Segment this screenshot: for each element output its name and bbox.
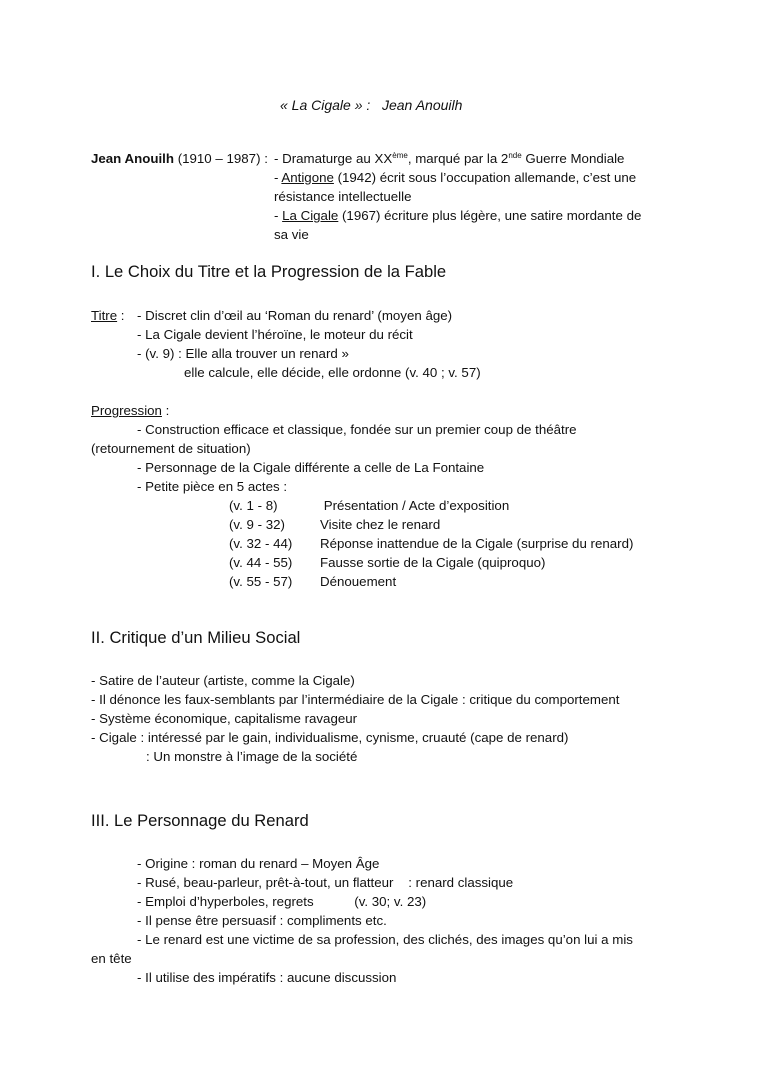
list-item: - Satire de l’auteur (artiste, comme la Cigale) (91, 673, 355, 688)
act-desc: Dénouement (320, 574, 397, 589)
intro-text: (1967) écriture plus légère, une satire mordante de (338, 208, 642, 223)
superscript: ème (392, 151, 408, 160)
label-separator: : (117, 308, 125, 323)
intro-cigale (274, 207, 641, 225)
section-2-heading: II. Critique d’un Milieu Social (91, 628, 301, 647)
list-item: - Origine : roman du renard – Moyen Âge (137, 856, 380, 871)
list-item: - Discret clin d’œil au ‘Roman du renard’ (moyen âge) (137, 308, 453, 323)
intro-text: - (274, 208, 283, 223)
list-item: - Personnage de la Cigale différente a celle de La Fontaine (137, 460, 485, 475)
list-item: - (v. 9) : Elle alla trouver un renard » (137, 346, 349, 361)
list-item: - Il dénonce les faux-semblants par l’intermédiaire de la Cigale : critique du comportement (91, 692, 620, 707)
list-item: - Rusé, beau-parleur, prêt-à-tout, un flatteur : renard classique (137, 875, 514, 890)
label-separator: : (161, 403, 170, 418)
act-range: (v. 55 - 57) (229, 574, 293, 589)
intro-text: , marqué par la 2 (407, 151, 509, 166)
list-item: - Cigale : intéressé par le gain, individualisme, cynisme, cruauté (cape de renard) (91, 730, 569, 745)
act-range: (v. 32 - 44) (229, 536, 293, 551)
act-desc: Visite chez le renard (320, 517, 441, 532)
list-item: - Système économique, capitalisme ravageur (91, 711, 358, 726)
section-3-heading: III. Le Personnage du Renard (91, 811, 309, 830)
author-name: Jean Anouilh (91, 151, 174, 166)
act-range: (v. 44 - 55) (229, 555, 293, 570)
document-title (280, 96, 462, 114)
list-item: - La Cigale devient l’héroïne, le moteur du récit (137, 327, 413, 342)
author-dates: (1910 – 1987) : (174, 151, 268, 166)
title-author: Jean Anouilh (381, 97, 463, 113)
act-desc: Réponse inattendue de la Cigale (surprise du renard) (320, 536, 634, 551)
list-item: - Emploi d’hyperboles, regrets (v. 30; v. 23) (137, 894, 427, 909)
intro-text: (1942) écrit sous l’occupation allemande, c’est une (333, 170, 637, 185)
act-desc: Fausse sortie de la Cigale (quiproquo) (320, 555, 546, 570)
titre-label: Titre (91, 308, 118, 323)
list-item: : Un monstre à l’image de la société (146, 749, 358, 764)
intro-line-1 (91, 150, 268, 168)
intro-antigone (274, 169, 636, 187)
intro-dramaturge (274, 150, 624, 168)
intro-cigale-cont: sa vie (274, 227, 309, 242)
act-range: (v. 1 - 8) (229, 498, 278, 513)
list-item: elle calcule, elle décide, elle ordonne (v. 40 ; v. 57) (184, 365, 481, 380)
section-1-heading: I. Le Choix du Titre et la Progression de la Fable (91, 262, 447, 281)
superscript: nde (508, 151, 522, 160)
cigale-title: La Cigale (282, 208, 339, 223)
list-item: - Il utilise des impératifs : aucune discussion (137, 970, 397, 985)
titre-label-line (91, 307, 125, 325)
title-play: « La Cigale » : (280, 97, 371, 113)
list-item: - Construction efficace et classique, fondée sur un premier coup de théâtre (137, 422, 577, 437)
act-desc: Présentation / Acte d’exposition (320, 498, 510, 513)
list-item: - Il pense être persuasif : compliments etc. (137, 913, 387, 928)
intro-text: - Dramaturge au XX (274, 151, 393, 166)
act-range: (v. 9 - 32) (229, 517, 285, 532)
antigone-title: Antigone (281, 170, 334, 185)
intro-text: Guerre Mondiale (521, 151, 625, 166)
intro-text: - (274, 170, 282, 185)
progression-label-line (91, 402, 169, 420)
intro-antigone-cont: résistance intellectuelle (274, 189, 412, 204)
list-item: - Le renard est une victime de sa profession, des clichés, des images qu’on lui a mis (137, 932, 633, 947)
list-item: - Petite pièce en 5 actes : (137, 479, 288, 494)
list-item: en tête (91, 951, 132, 966)
progression-label: Progression (91, 403, 162, 418)
list-item: (retournement de situation) (91, 441, 251, 456)
